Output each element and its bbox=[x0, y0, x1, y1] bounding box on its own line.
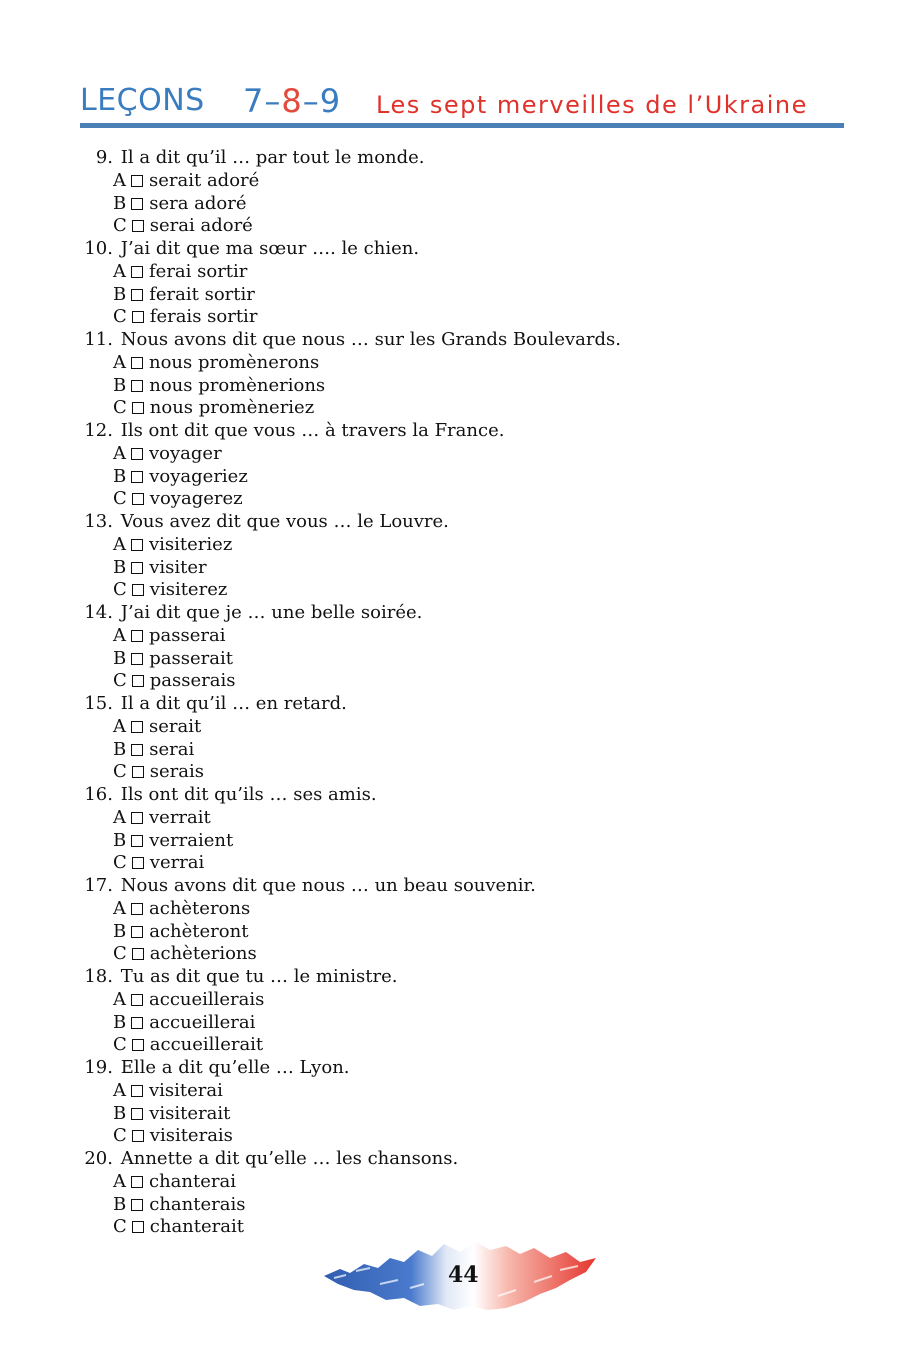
lesson-title: Les sept merveilles de l’Ukraine bbox=[376, 91, 808, 119]
question-text: Ils ont dit que vous … à travers la France. bbox=[120, 420, 505, 441]
option-text: accueillerai bbox=[149, 1011, 256, 1033]
option-text: nous promèneriez bbox=[149, 397, 315, 419]
answer-option[interactable] bbox=[80, 557, 780, 580]
option-text: visiteriez bbox=[149, 533, 233, 555]
checkbox-icon[interactable] bbox=[132, 1221, 144, 1233]
question-number: 17. bbox=[84, 875, 113, 896]
option-letter: C bbox=[113, 306, 127, 328]
question-item bbox=[80, 602, 780, 625]
question-number: 16. bbox=[84, 784, 113, 805]
option-letter: B bbox=[113, 1102, 127, 1124]
lesson-dash-1: – bbox=[264, 82, 282, 120]
answer-option[interactable] bbox=[80, 830, 780, 853]
option-letter: C bbox=[113, 1216, 127, 1238]
option-letter: C bbox=[113, 943, 127, 965]
option-text: verrait bbox=[149, 806, 211, 828]
option-letter: C bbox=[113, 397, 127, 419]
option-letter: A bbox=[113, 533, 126, 555]
question-text: Tu as dit que tu … le ministre. bbox=[120, 966, 398, 987]
question-text: Annette a dit qu’elle … les chansons. bbox=[120, 1148, 459, 1169]
option-letter: A bbox=[113, 351, 126, 373]
option-letter: C bbox=[113, 670, 127, 692]
checkbox-icon[interactable] bbox=[131, 471, 143, 483]
question-number: 18. bbox=[84, 966, 113, 987]
option-letter: B bbox=[113, 1193, 127, 1215]
answer-option[interactable] bbox=[80, 1103, 780, 1126]
option-text: ferais sortir bbox=[149, 306, 258, 328]
option-text: achèterions bbox=[149, 943, 257, 965]
question-item bbox=[80, 329, 780, 352]
question-text: Il a dit qu’il … en retard. bbox=[120, 693, 347, 714]
checkbox-icon[interactable] bbox=[131, 630, 143, 642]
option-text: visiter bbox=[149, 556, 207, 578]
answer-option[interactable] bbox=[80, 170, 780, 193]
option-letter: A bbox=[113, 624, 126, 646]
option-text: voyager bbox=[149, 442, 222, 464]
checkbox-icon[interactable] bbox=[131, 448, 143, 460]
checkbox-icon[interactable] bbox=[131, 744, 143, 756]
question-text: Nous avons dit que nous … sur les Grands Boulevards. bbox=[120, 329, 621, 350]
lesson-number-9: 9 bbox=[319, 82, 342, 120]
answer-option[interactable] bbox=[80, 761, 780, 784]
lesson-number-8: 8 bbox=[281, 82, 303, 120]
option-letter: B bbox=[113, 283, 127, 305]
option-text: serais bbox=[149, 761, 205, 783]
option-letter: B bbox=[113, 465, 127, 487]
option-text: achèterons bbox=[149, 897, 251, 919]
option-text: chanterais bbox=[149, 1193, 246, 1215]
option-text: passerais bbox=[149, 670, 236, 692]
checkbox-icon[interactable] bbox=[132, 1130, 144, 1142]
option-letter: C bbox=[113, 488, 127, 510]
option-letter: A bbox=[113, 715, 126, 737]
checkbox-icon[interactable] bbox=[131, 1108, 143, 1120]
checkbox-icon[interactable] bbox=[131, 562, 143, 574]
question-item bbox=[80, 875, 780, 898]
answer-option[interactable] bbox=[80, 1012, 780, 1035]
option-text: serai bbox=[149, 738, 195, 760]
question-number: 9. bbox=[95, 147, 113, 168]
option-letter: A bbox=[113, 1170, 126, 1192]
answer-option[interactable] bbox=[80, 284, 780, 307]
option-text: passerait bbox=[149, 647, 233, 669]
option-letter: A bbox=[113, 169, 126, 191]
checkbox-icon[interactable] bbox=[131, 266, 143, 278]
option-text: visiterez bbox=[149, 579, 228, 601]
option-letter: B bbox=[113, 647, 127, 669]
checkbox-icon[interactable] bbox=[132, 493, 144, 505]
answer-option[interactable] bbox=[80, 1171, 780, 1194]
checkbox-icon[interactable] bbox=[132, 584, 144, 596]
option-letter: A bbox=[113, 806, 126, 828]
option-text: accueillerait bbox=[149, 1034, 264, 1056]
checkbox-icon[interactable] bbox=[132, 311, 144, 323]
checkbox-icon[interactable] bbox=[131, 812, 143, 824]
checkbox-icon[interactable] bbox=[131, 1085, 143, 1097]
question-number: 12. bbox=[84, 420, 113, 441]
checkbox-icon[interactable] bbox=[131, 653, 143, 665]
lesson-number-7: 7 bbox=[243, 82, 265, 120]
question-item bbox=[80, 693, 780, 716]
question-text: Ils ont dit qu’ils … ses amis. bbox=[120, 784, 377, 805]
answer-option[interactable] bbox=[80, 989, 780, 1012]
option-letter: C bbox=[113, 761, 127, 783]
answer-option[interactable] bbox=[80, 261, 780, 284]
question-number: 20. bbox=[84, 1148, 113, 1169]
answer-option[interactable] bbox=[80, 534, 780, 557]
option-text: chanterai bbox=[149, 1170, 236, 1192]
option-text: sera adoré bbox=[149, 192, 247, 214]
question-number: 11. bbox=[84, 329, 113, 350]
question-list bbox=[80, 147, 780, 1239]
option-letter: C bbox=[113, 215, 127, 237]
answer-option[interactable] bbox=[80, 193, 780, 216]
option-letter: B bbox=[113, 829, 127, 851]
option-letter: B bbox=[113, 1011, 127, 1033]
checkbox-icon[interactable] bbox=[131, 198, 143, 210]
checkbox-icon[interactable] bbox=[131, 1176, 143, 1188]
option-text: verrai bbox=[149, 852, 205, 874]
checkbox-icon[interactable] bbox=[132, 948, 144, 960]
page-number: 44 bbox=[448, 1262, 479, 1288]
question-text: Vous avez dit que vous … le Louvre. bbox=[120, 511, 449, 532]
answer-option[interactable] bbox=[80, 306, 780, 329]
header-rule bbox=[80, 123, 844, 128]
answer-option[interactable] bbox=[80, 215, 780, 238]
option-text: visiterait bbox=[149, 1102, 231, 1124]
checkbox-icon[interactable] bbox=[132, 857, 144, 869]
option-letter: A bbox=[113, 442, 126, 464]
option-text: accueillerais bbox=[149, 988, 265, 1010]
option-letter: C bbox=[113, 852, 127, 874]
option-text: ferait sortir bbox=[149, 283, 255, 305]
lesson-numbers bbox=[243, 82, 341, 120]
option-letter: B bbox=[113, 920, 127, 942]
answer-option[interactable] bbox=[80, 579, 780, 602]
checkbox-icon[interactable] bbox=[131, 721, 143, 733]
question-item bbox=[80, 1148, 780, 1171]
option-letter: C bbox=[113, 1125, 127, 1147]
option-letter: A bbox=[113, 260, 126, 282]
option-letter: B bbox=[113, 556, 127, 578]
lesson-label: LEÇONS bbox=[80, 83, 205, 118]
question-number: 14. bbox=[84, 602, 113, 623]
lesson-dash-2: – bbox=[302, 82, 320, 120]
option-letter: B bbox=[113, 374, 127, 396]
answer-option[interactable] bbox=[80, 943, 780, 966]
checkbox-icon[interactable] bbox=[131, 539, 143, 551]
answer-option[interactable] bbox=[80, 352, 780, 375]
answer-option[interactable] bbox=[80, 466, 780, 489]
answer-option[interactable] bbox=[80, 648, 780, 671]
answer-option[interactable] bbox=[80, 1034, 780, 1057]
answer-option[interactable] bbox=[80, 397, 780, 420]
answer-option[interactable] bbox=[80, 807, 780, 830]
question-number: 13. bbox=[84, 511, 113, 532]
answer-option[interactable] bbox=[80, 1125, 780, 1148]
question-text: Nous avons dit que nous … un beau souvenir. bbox=[120, 875, 536, 896]
option-letter: A bbox=[113, 1079, 126, 1101]
question-text: J’ai dit que ma sœur …. le chien. bbox=[120, 238, 420, 259]
option-letter: B bbox=[113, 192, 127, 214]
checkbox-icon[interactable] bbox=[131, 380, 143, 392]
answer-option[interactable] bbox=[80, 898, 780, 921]
question-item bbox=[80, 784, 780, 807]
option-letter: B bbox=[113, 738, 127, 760]
question-item bbox=[80, 966, 780, 989]
option-letter: A bbox=[113, 897, 126, 919]
checkbox-icon[interactable] bbox=[131, 926, 143, 938]
answer-option[interactable] bbox=[80, 716, 780, 739]
checkbox-icon[interactable] bbox=[131, 1017, 143, 1029]
option-text: ferai sortir bbox=[149, 260, 248, 282]
option-text: passerai bbox=[149, 624, 226, 646]
option-text: chanterait bbox=[149, 1216, 244, 1238]
checkbox-icon[interactable] bbox=[131, 903, 143, 915]
option-text: voyageriez bbox=[149, 465, 248, 487]
answer-option[interactable] bbox=[80, 1194, 780, 1217]
answer-option[interactable] bbox=[80, 1080, 780, 1103]
option-letter: C bbox=[113, 1034, 127, 1056]
option-text: achèteront bbox=[149, 920, 249, 942]
checkbox-icon[interactable] bbox=[131, 994, 143, 1006]
question-item bbox=[80, 238, 780, 261]
option-text: voyagerez bbox=[149, 488, 243, 510]
checkbox-icon[interactable] bbox=[131, 1199, 143, 1211]
answer-option[interactable] bbox=[80, 921, 780, 944]
question-item bbox=[80, 420, 780, 443]
option-text: nous promènerions bbox=[149, 374, 326, 396]
checkbox-icon[interactable] bbox=[132, 766, 144, 778]
option-text: visiterais bbox=[149, 1125, 233, 1147]
answer-option[interactable] bbox=[80, 488, 780, 511]
answer-option[interactable] bbox=[80, 739, 780, 762]
checkbox-icon[interactable] bbox=[132, 402, 144, 414]
checkbox-icon[interactable] bbox=[132, 675, 144, 687]
option-text: nous promènerons bbox=[149, 351, 320, 373]
option-letter: A bbox=[113, 988, 126, 1010]
option-text: visiterai bbox=[149, 1079, 223, 1101]
answer-option[interactable] bbox=[80, 852, 780, 875]
answer-option[interactable] bbox=[80, 375, 780, 398]
checkbox-icon[interactable] bbox=[131, 357, 143, 369]
option-text: verraient bbox=[149, 829, 234, 851]
question-number: 15. bbox=[84, 693, 113, 714]
question-item bbox=[80, 147, 780, 170]
answer-option[interactable] bbox=[80, 1216, 780, 1239]
option-text: serai adoré bbox=[149, 215, 253, 237]
option-letter: C bbox=[113, 579, 127, 601]
question-text: J’ai dit que je … une belle soirée. bbox=[120, 602, 423, 623]
checkbox-icon[interactable] bbox=[131, 835, 143, 847]
checkbox-icon[interactable] bbox=[132, 1039, 144, 1051]
lesson-header bbox=[80, 82, 844, 126]
question-item bbox=[80, 511, 780, 534]
question-text: Elle a dit qu’elle … Lyon. bbox=[120, 1057, 350, 1078]
question-number: 19. bbox=[84, 1057, 113, 1078]
option-text: serait adoré bbox=[149, 169, 260, 191]
option-text: serait bbox=[149, 715, 202, 737]
checkbox-icon[interactable] bbox=[131, 175, 143, 187]
question-item bbox=[80, 1057, 780, 1080]
checkbox-icon[interactable] bbox=[131, 289, 143, 301]
question-text: Il a dit qu’il … par tout le monde. bbox=[120, 147, 425, 168]
checkbox-icon[interactable] bbox=[132, 220, 144, 232]
answer-option[interactable] bbox=[80, 625, 780, 648]
answer-option[interactable] bbox=[80, 443, 780, 466]
question-number: 10. bbox=[84, 238, 113, 259]
answer-option[interactable] bbox=[80, 670, 780, 693]
